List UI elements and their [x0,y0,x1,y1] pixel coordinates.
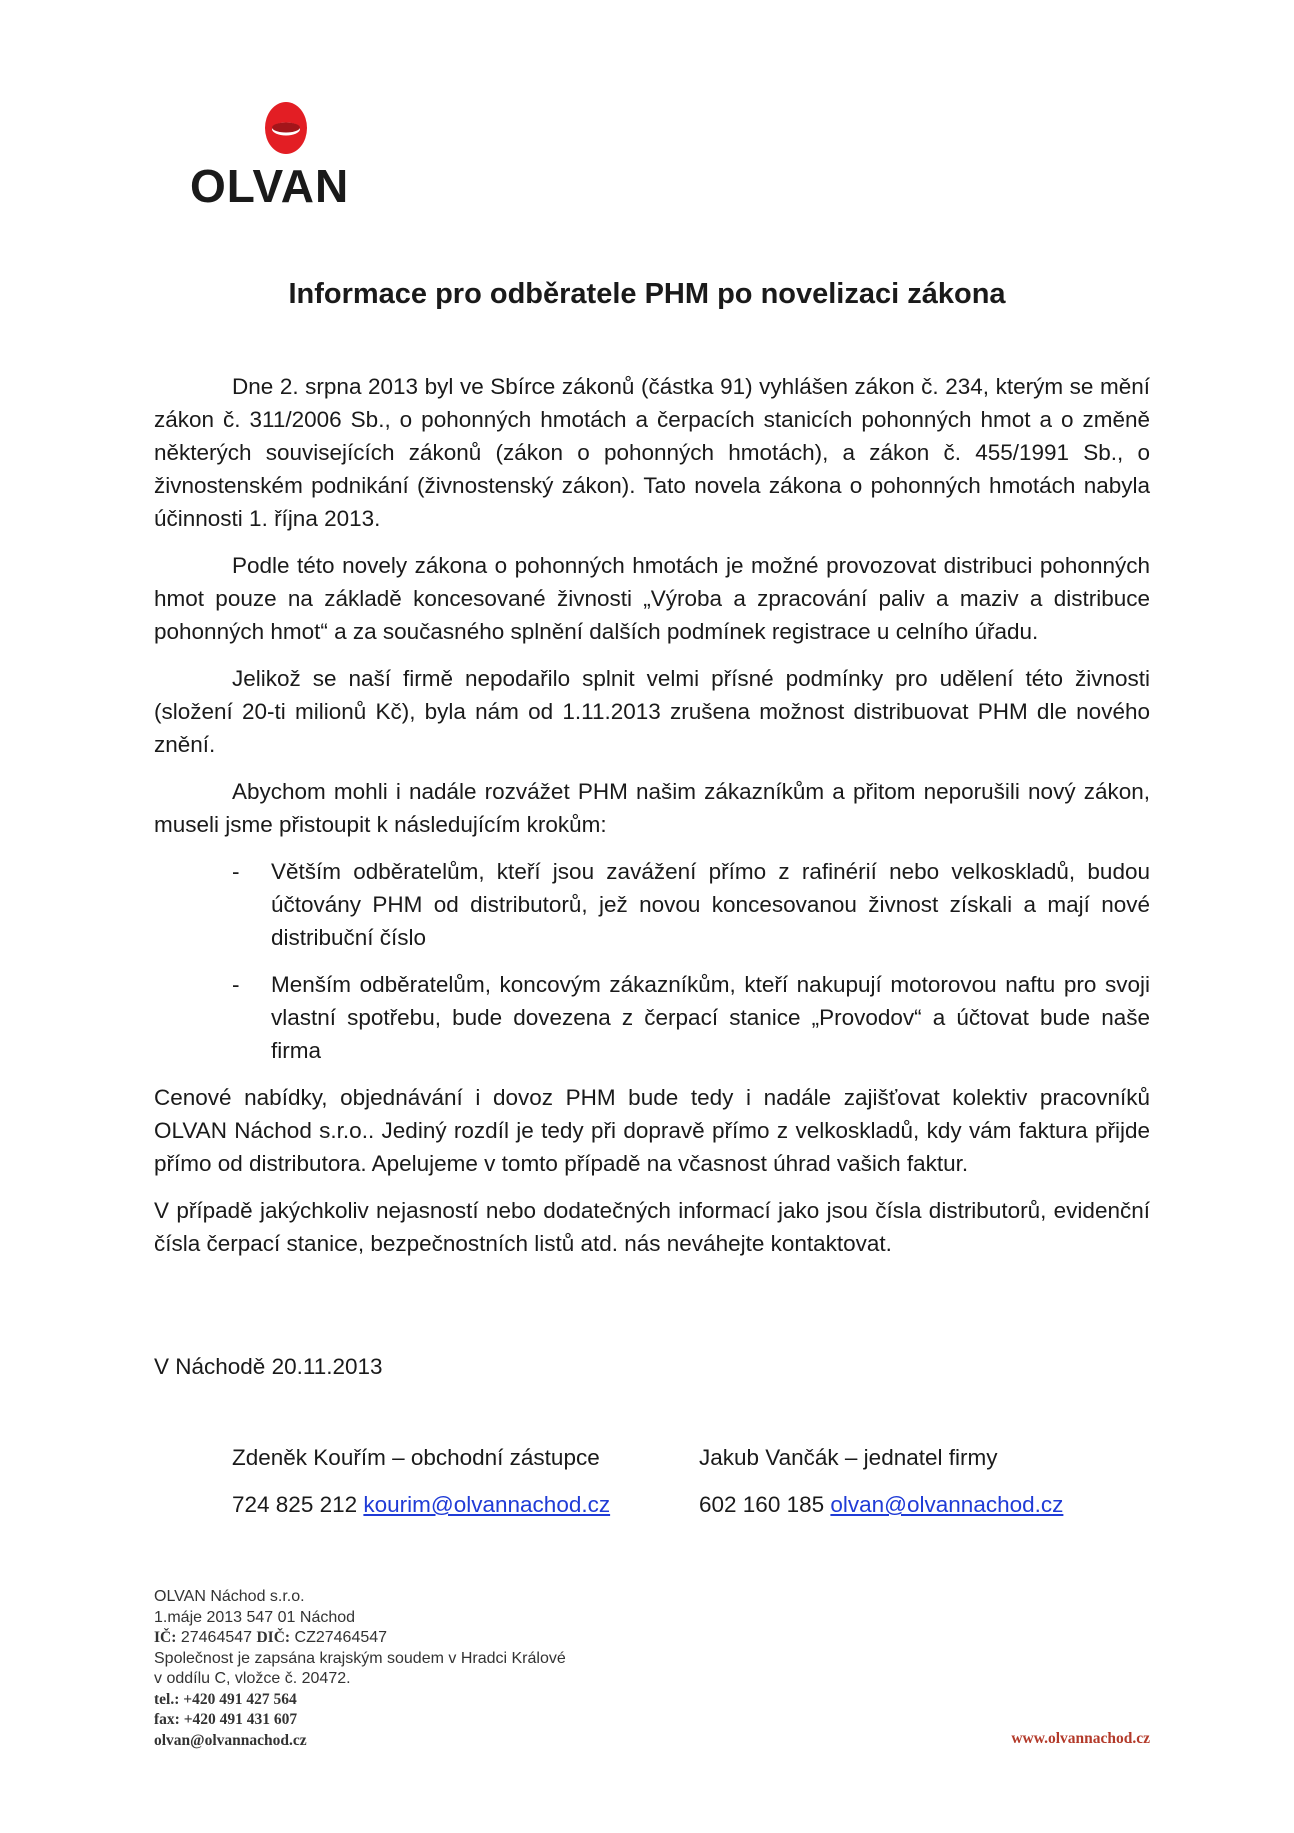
footer-registry-2: v oddílu C, vložce č. 20472. [154,1670,351,1687]
footer-ids [154,1628,566,1649]
logo-ring-icon [262,100,310,156]
list-item-text: Větším odběratelům, kteří jsou zavážení přímo z rafinérií nebo velkoskladů, budou účtovány PHM od distributorů, jež novou koncesovanou živnost získali a mají nové distribuční číslo [271,859,1150,950]
dash-bullet: - [232,859,240,884]
paragraph-4: Abychom mohli i nadále rozvážet PHM našim zákazníkům a přitom neporušili nový zákon, museli jsme přistoupit k následujícím krokům: [154,779,1150,837]
footer-address: 1.máje 2013 547 01 Náchod [154,1608,356,1626]
list-item [154,968,1150,1067]
ic-label: IČ: [154,1629,177,1646]
footer-fax: fax: +420 491 431 607 [154,1711,298,1728]
phone-number: 724 825 212 [232,1492,358,1517]
dash-bullet: - [232,972,240,997]
list-item [154,855,1150,954]
footer-email: olvan@olvannachod.cz [154,1731,307,1749]
paragraph-6: V případě jakýchkoliv nejasností nebo dodatečných informací jako jsou čísla distributorů, evidenční čísla čerpací stanice, bezpečnostních listů atd. nás neváhejte kontaktovat. [154,1198,1150,1256]
signatory-contact [232,1492,610,1518]
logo-text: OLVAN [190,160,350,212]
email-link[interactable]: kourim@olvannachod.cz [363,1492,611,1517]
dic-label: DIČ: [256,1629,291,1646]
footer-website-link[interactable]: www.olvannachod.cz [1011,1730,1150,1747]
company-footer [154,1587,566,1751]
signatory-name: Jakub Vančák – jednatel firmy [699,1445,998,1470]
footer-tel: tel.: +420 491 427 564 [154,1690,297,1708]
email-link[interactable]: olvan@olvannachod.cz [830,1492,1064,1517]
dic-value: CZ27464547 [294,1629,388,1646]
footer-registry-1: Společnost je zapsána krajským soudem v Hradci Králové [154,1649,566,1667]
place-date: V Náchodě 20.11.2013 [154,1354,383,1379]
letter-body [154,370,1150,1274]
signatory-name: Zdeněk Kouřím – obchodní zástupce [232,1445,600,1470]
steps-list [154,855,1150,1067]
paragraph-5: Cenové nabídky, objednávání i dovoz PHM bude tedy i nadále zajišťovat kolektiv pracovníků OLVAN Náchod s.r.o.. Jediný rozdíl je tedy při dopravě přímo z velkoskladů, kdy vám faktura přijde přímo od distributora. Apelujeme v tomto případě na včasnost úhrad vašich faktur. [154,1085,1150,1176]
paragraph-2: Podle této novely zákona o pohonných hmotách je možné provozovat distribuci pohonných hmot pouze na základě koncesované živnosti „Výroba a zpracování paliv a maziv a distribuce pohonných hmot“ a za současného splnění dalších podmínek registrace u celního úřadu. [154,553,1150,644]
paragraph-3: Jelikož se naší firmě nepodařilo splnit velmi přísné podmínky pro udělení této živnosti (složení 20-ti milionů Kč), byla nám od 1.11.2013 zrušena možnost distribuovat PHM dle nového znění. [154,666,1150,757]
list-item-text: Menším odběratelům, koncovým zákazníkům, kteří nakupují motorovou naftu pro svoji vlastní spotřebu, bude dovezena z čerpací stanice „Provodov“ a účtovat bude naše firma [271,972,1150,1063]
signatory-contact [699,1492,1063,1518]
phone-number: 602 160 185 [699,1492,825,1517]
document-title: Informace pro odběratele PHM po novelizaci zákona [288,278,1006,310]
ic-value: 27464547 [180,1629,253,1646]
company-logo [190,100,370,210]
paragraph-1: Dne 2. srpna 2013 byl ve Sbírce zákonů (částka 91) vyhlášen zákon č. 234, kterým se mění zákon č. 311/2006 Sb., o pohonných hmotách a čerpacích stanicích pohonných hmot a o změně některých souvisejících zákonů (zákon o pohonných hmotách), a zákon č. 455/1991 Sb., o živnostenském podnikání (živnostenský zákon). Tato novela zákona o pohonných hmotách nabyla účinnosti 1. října 2013. [154,374,1150,531]
footer-company: OLVAN Náchod s.r.o. [154,1588,305,1605]
